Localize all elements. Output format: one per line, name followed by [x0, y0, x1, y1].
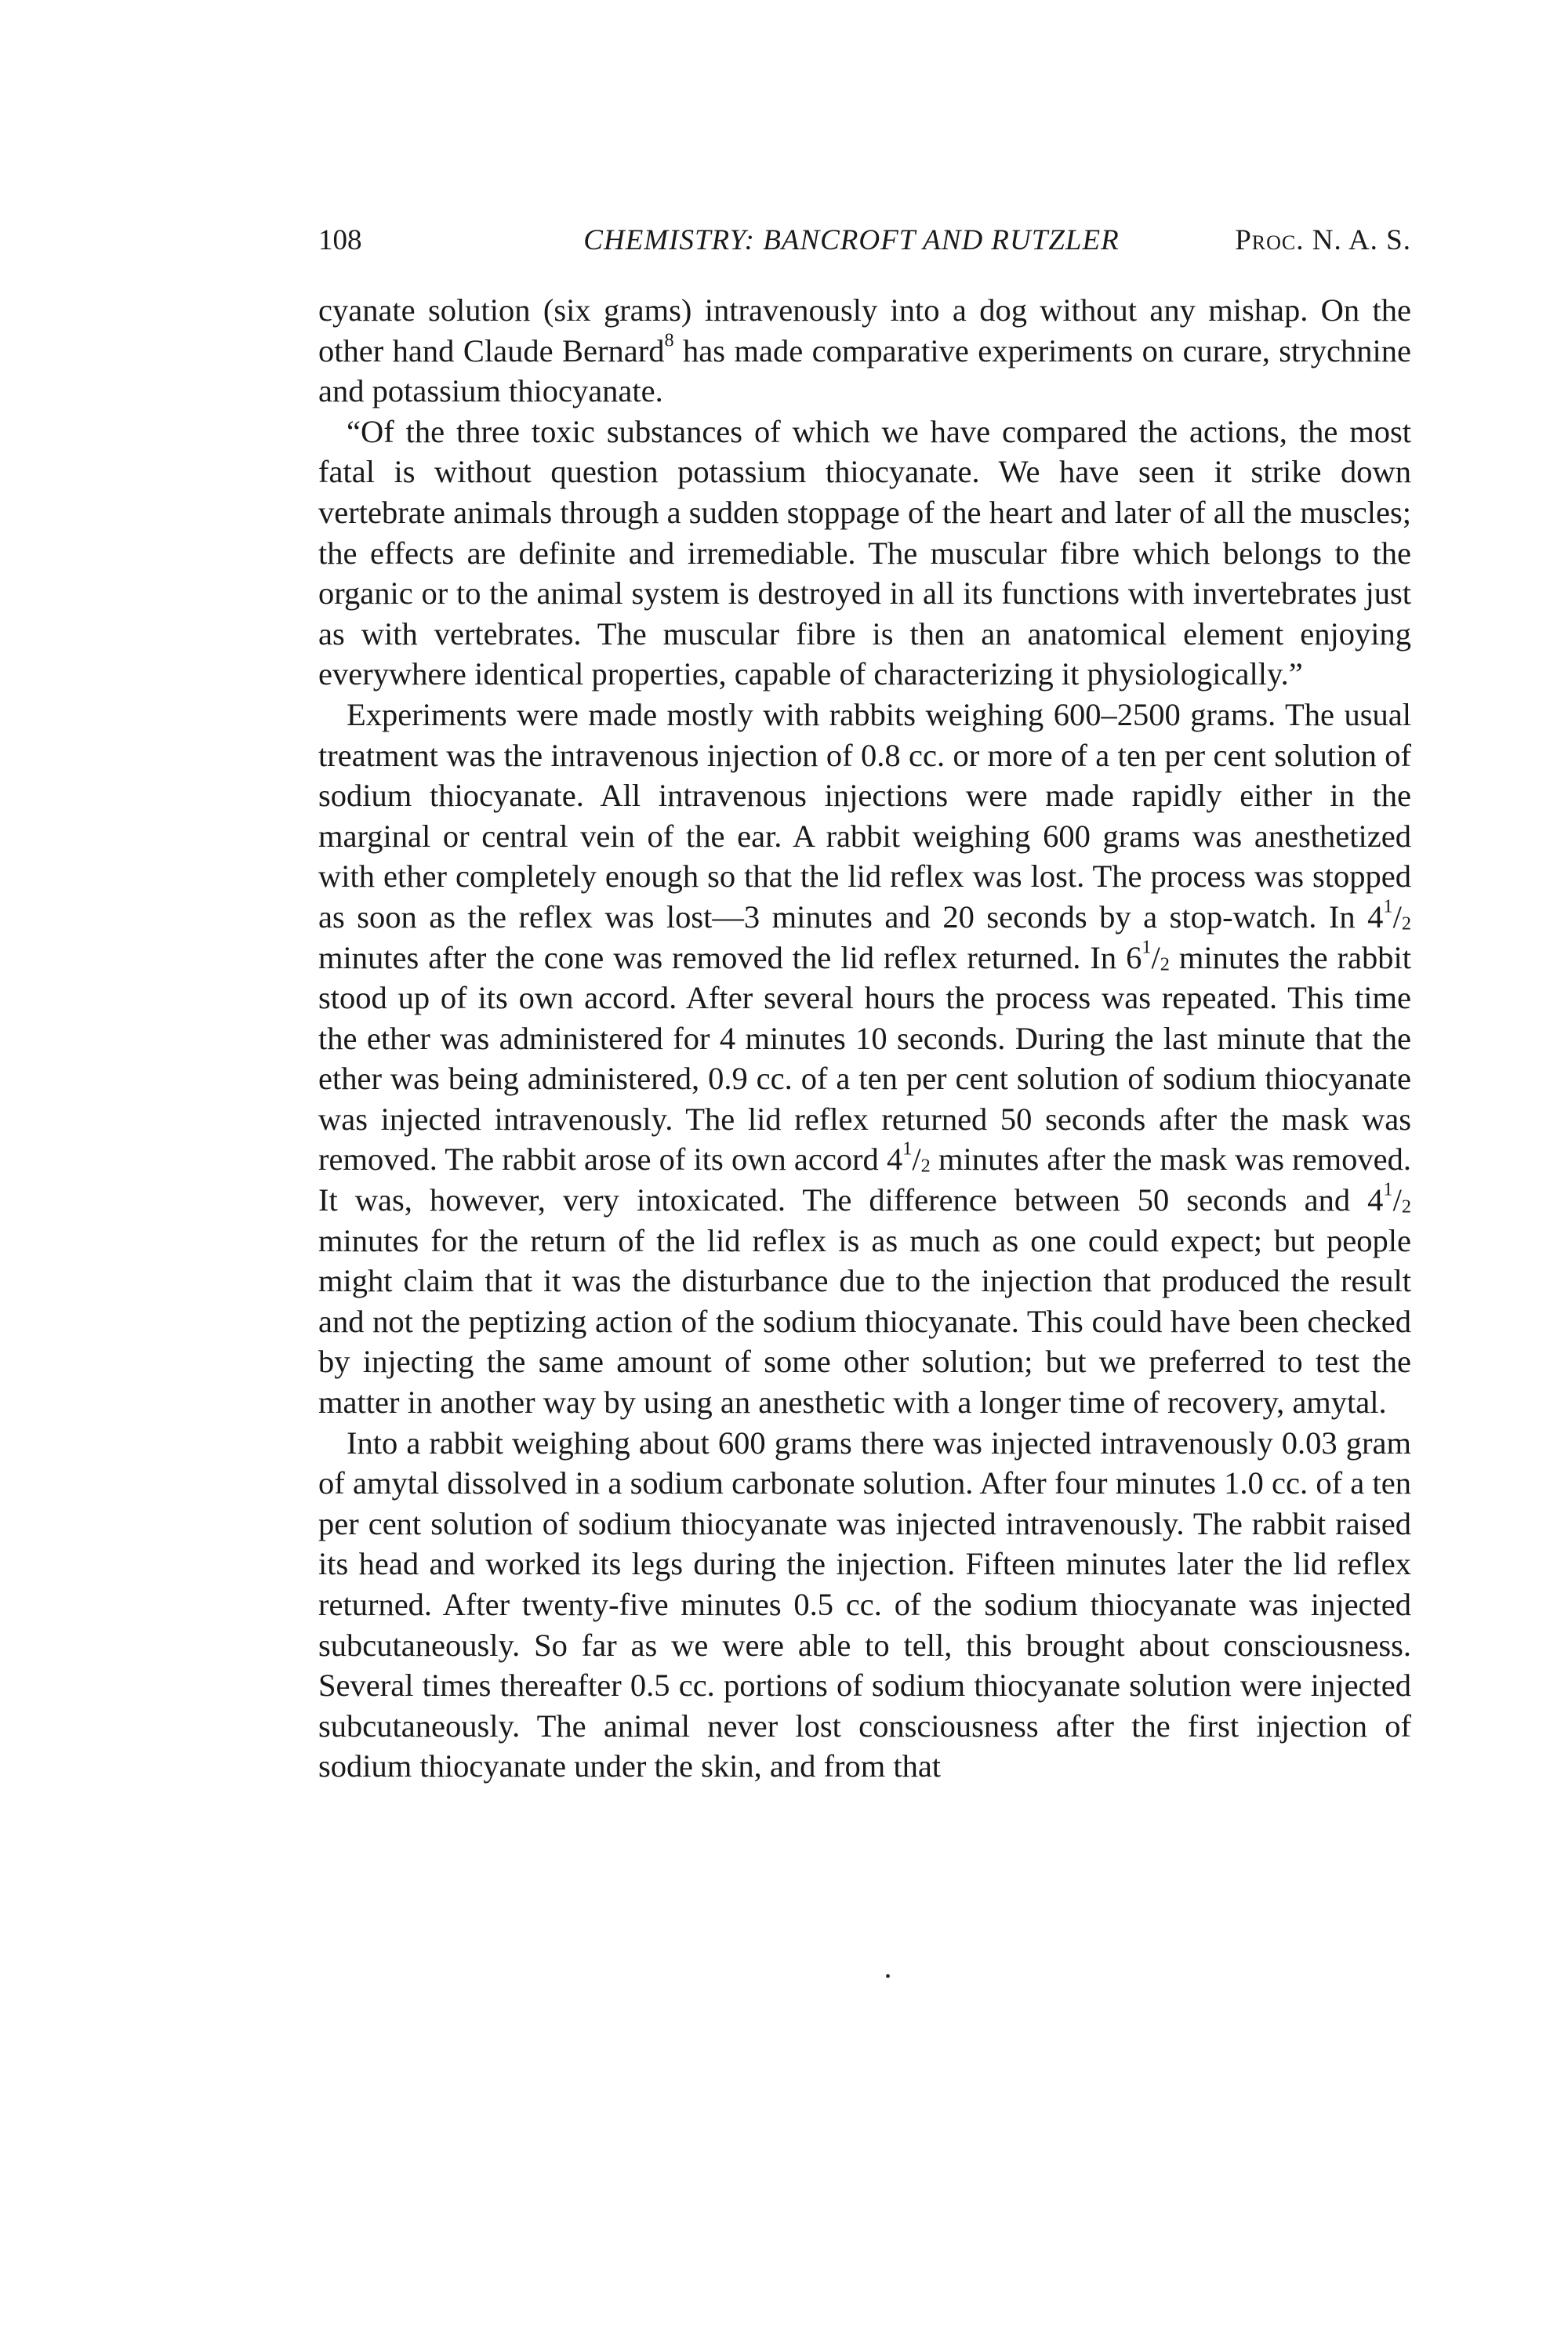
journal-abbreviation: Proc. N. A. S.: [1235, 224, 1411, 256]
footnote-reference: 8: [664, 329, 674, 351]
fraction-numerator: 1: [1142, 936, 1152, 958]
body-text: [318, 290, 1411, 1787]
text-run: minutes after the cone was removed the lid reflex returned. In 6: [318, 939, 1142, 975]
fraction: $^1/_2$: [902, 1138, 931, 1178]
fraction-denominator: 2: [1401, 1196, 1411, 1218]
text-run: minutes the rabbit stood up of its own accord. After several hours the process was repeated. This time the ether was administered for 4 minutes 10 seconds. During the last minute that the ether was being administered, 0.9 cc. of a ten per cent solution of sodium thiocyanate was injected intravenously. The lid reflex returned 50 seconds after the mask was removed. The rabbit arose of its own accord 4: [318, 939, 1411, 1178]
fraction-denominator: 2: [920, 1155, 931, 1177]
text-run: minutes after the mask was removed. It was, however, very intoxicated. The difference between 50 seconds and 4: [318, 1142, 1411, 1218]
running-header: [318, 221, 1411, 260]
paragraph-quotation: [318, 412, 1411, 695]
text-run: cyanate solution (six grams) intravenously into a dog without any mishap. On the other hand Claude Bernard: [318, 292, 1411, 368]
text-run: has made comparative experiments on curare, strychnine and potassium thiocyanate.: [318, 332, 1411, 409]
text-run: Experiments were made mostly with rabbits weighing 600–2500 grams. The usual treatment was the intravenous injection of 0.8 cc. or more of a ten per cent solution of sodium thiocyanate. All intravenous injections were made rapidly either in the marginal or central vein of the ear. A rabbit weighing 600 grams was anesthetized with ether completely enough so that the lid reflex was lost. The process was stopped as soon as the reflex was lost—3 minutes and 20 seconds by a stop-watch. In 4: [318, 696, 1411, 935]
paragraph-continuation: [318, 290, 1411, 412]
fraction: $^1/_2$: [1383, 895, 1411, 935]
fraction-numerator: 1: [902, 1138, 913, 1160]
fraction-numerator: 1: [1383, 895, 1393, 917]
fraction-denominator: 2: [1160, 953, 1170, 975]
fraction: $^1/_2$: [1383, 1178, 1411, 1218]
fraction: $^1/_2$: [1142, 936, 1170, 975]
running-title: CHEMISTRY: BANCROFT AND RUTZLER: [583, 224, 1120, 256]
fraction-denominator: 2: [1401, 913, 1411, 935]
paragraph-experiments: [318, 695, 1411, 1423]
text-run: Into a rabbit weighing about 600 grams there was injected intravenously 0.03 gram of amytal dissolved in a sodium carbonate solution. After four minutes 1.0 cc. of a ten per cent solution of sodium thiocyanate was injected intravenously. The rabbit raised its head and worked its legs during the injection. Fifteen minutes later the lid reflex returned. After twenty-five minutes 0.5 cc. of the sodium thiocyanate was injected subcutaneously. So far as we were able to tell, this brought about consciousness. Several times thereafter 0.5 cc. portions of sodium thiocyanate solution were injected subcutaneously. The animal never lost consciousness after the first injection of sodium thiocyanate under the skin, and from that: [318, 1425, 1411, 1784]
text-run: “Of the three toxic substances of which we have compared the actions, the most fatal is without question potassium thiocyanate. We have seen it strike down vertebrate animals through a sudden stoppage of the heart and later of all the muscles; the effects are definite and irremediable. The muscular fibre which belongs to the organic or to the animal system is destroyed in all its functions with invertebrates just as with vertebrates. The muscular fibre is then an anatomical element enjoying everywhere identical properties, capable of characterizing it physiologically.”: [318, 413, 1411, 692]
text-run: minutes for the return of the lid reflex is as much as one could expect; but people might claim that it was the disturbance due to the injection that produced the result and not the peptizing action of the sodium thiocyanate. This could have been checked by injecting the same amount of some other solution; but we preferred to test the matter in another way by using an anesthetic with a longer time of recovery, amytal.: [318, 1222, 1411, 1421]
paragraph-amytal: [318, 1423, 1411, 1787]
page-number: 108: [318, 224, 362, 256]
fraction-numerator: 1: [1383, 1178, 1393, 1200]
print-speck: [886, 1974, 890, 1978]
